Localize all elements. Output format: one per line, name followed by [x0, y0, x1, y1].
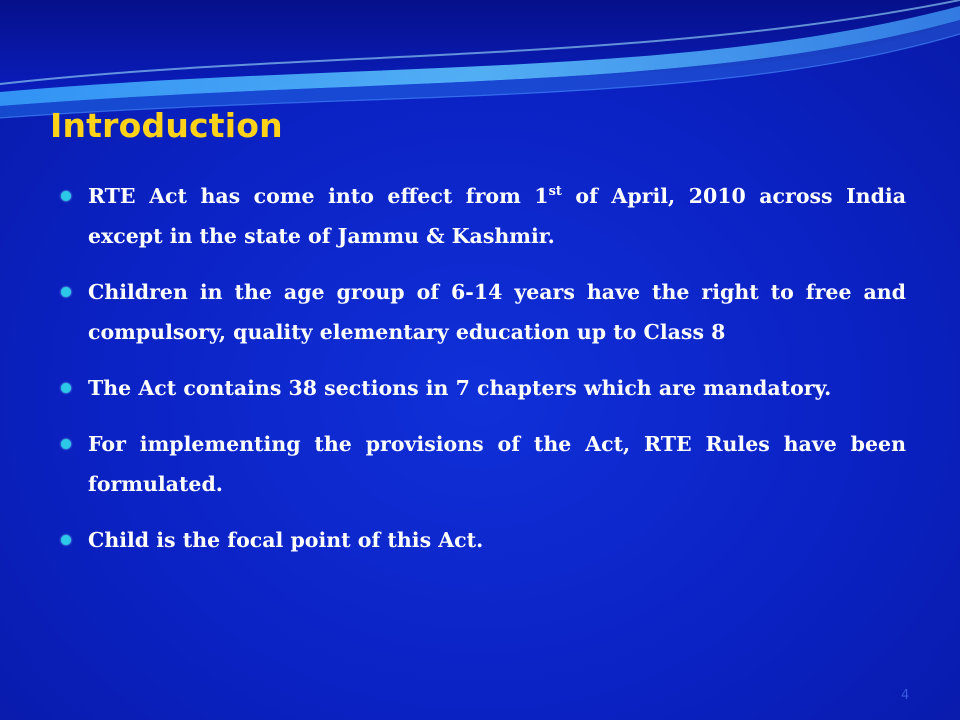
bullet-text: Children in the age group of 6-14 years have the right to free and compulsory, quality elementary education up to Class 8 [88, 280, 906, 344]
bullet-text: For implementing the provisions of the Act, RTE Rules have been formulated. [88, 432, 906, 496]
bullet-icon [61, 191, 71, 201]
bullet-icon [61, 439, 71, 449]
bullet-icon [61, 535, 71, 545]
bullet-list [58, 176, 906, 576]
bullet-icon [61, 383, 71, 393]
bullet-text: RTE Act has come into effect from 1st of April, 2010 across India except in the state of Jammu & Kashmir. [88, 184, 906, 248]
ordinal-superscript: st [548, 184, 562, 200]
bullet-item [58, 176, 906, 256]
bullet-item [58, 424, 906, 504]
bullet-text: The Act contains 38 sections in 7 chapters which are mandatory. [88, 376, 832, 400]
slide-title: Introduction [50, 106, 283, 145]
page-number: 4 [901, 688, 910, 703]
bullet-item [58, 272, 906, 352]
bullet-text: Child is the focal point of this Act. [88, 528, 484, 552]
bullet-icon [61, 287, 71, 297]
bullet-item [58, 520, 906, 560]
bullet-item [58, 368, 906, 408]
